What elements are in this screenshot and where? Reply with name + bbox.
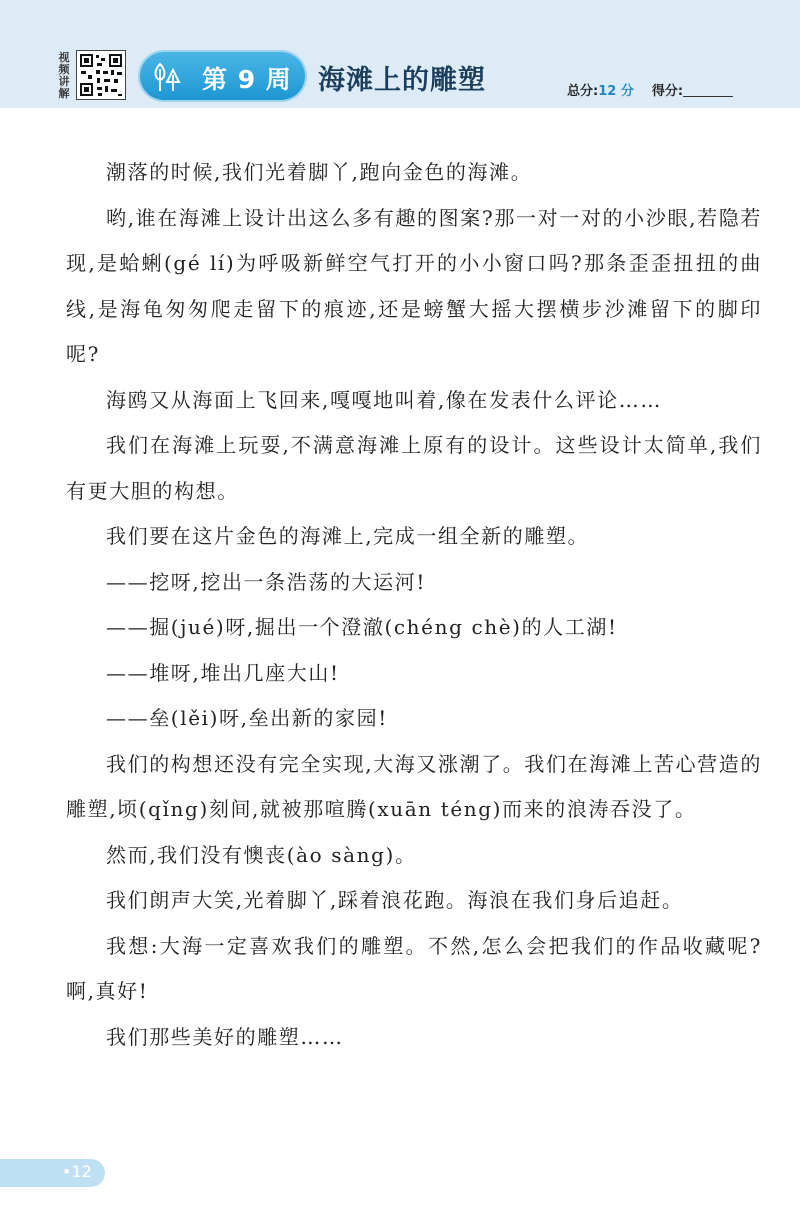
paragraph: 哟,谁在海滩上设计出这么多有趣的图案?那一对一对的小沙眼,若隐若现,是蛤蜊(gé lí)为呼吸新鲜空气打开的小小窗口吗?那条歪歪扭扭的曲线,是海龟匆匆爬走留下的痕迹,还是螃蟹大摇大摆横步沙滩留下的脚印呢? (66, 205, 762, 366)
paragraph: 我们那些美好的雕塑…… (106, 1024, 344, 1049)
paragraph: 我们的构想还没有完全实现,大海又涨潮了。我们在海滩上苦心营造的雕塑,顷(qǐng)刻间,就被那喧腾(xuān téng)而来的浪涛吞没了。 (66, 751, 762, 821)
paragraph: 我们要在这片金色的海滩上,完成一组全新的雕塑。 (106, 524, 590, 548)
paragraph: 我想:大海一定喜欢我们的雕塑。不然,怎么会把我们的作品收藏呢?啊,真好! (66, 933, 762, 1003)
paragraph: 然而,我们没有懊丧(ào sàng)。 (106, 842, 417, 867)
week-label: 第 9 周 (202, 65, 292, 94)
page-number: •12 (62, 1162, 92, 1181)
video-explanation-label: 视频讲解 (58, 51, 70, 100)
total-score-label: 总分: (567, 84, 599, 99)
chapter-title: 海滩上的雕塑 (318, 65, 486, 96)
qr-code-icon[interactable] (76, 50, 126, 100)
paragraph: ——掘(jué)呀,掘出一个澄澈(chéng chè)的人工湖! (106, 615, 618, 639)
header-scallop-edge (0, 100, 800, 116)
paragraph: ——垒(lěi)呀,垒出新的家园! (106, 706, 388, 730)
paragraph: 我们朗声大笑,光着脚丫,踩着浪花跑。海浪在我们身后追赶。 (106, 888, 684, 912)
paragraph: 海鸥又从海面上飞回来,嘎嘎地叫着,像在发表什么评论…… (106, 387, 662, 412)
week-badge (140, 52, 305, 100)
paragraph: 潮落的时候,我们光着脚丫,跑向金色的海滩。 (106, 160, 533, 184)
total-score-value: 12 分 (598, 84, 634, 99)
reading-passage (66, 150, 762, 1060)
paragraph: ——挖呀,挖出一条浩荡的大运河! (106, 569, 426, 594)
paragraph: 我们在海滩上玩耍,不满意海滩上原有的设计。这些设计太简单,我们有更大胆的构想。 (66, 433, 762, 503)
score-area (567, 80, 733, 99)
page-number-tab (0, 1159, 105, 1187)
tree-icon (150, 60, 184, 94)
score-blank-line[interactable] (683, 96, 733, 97)
paragraph: ——堆呀,堆出几座大山! (106, 660, 340, 685)
score-label: 得分: (651, 84, 684, 99)
